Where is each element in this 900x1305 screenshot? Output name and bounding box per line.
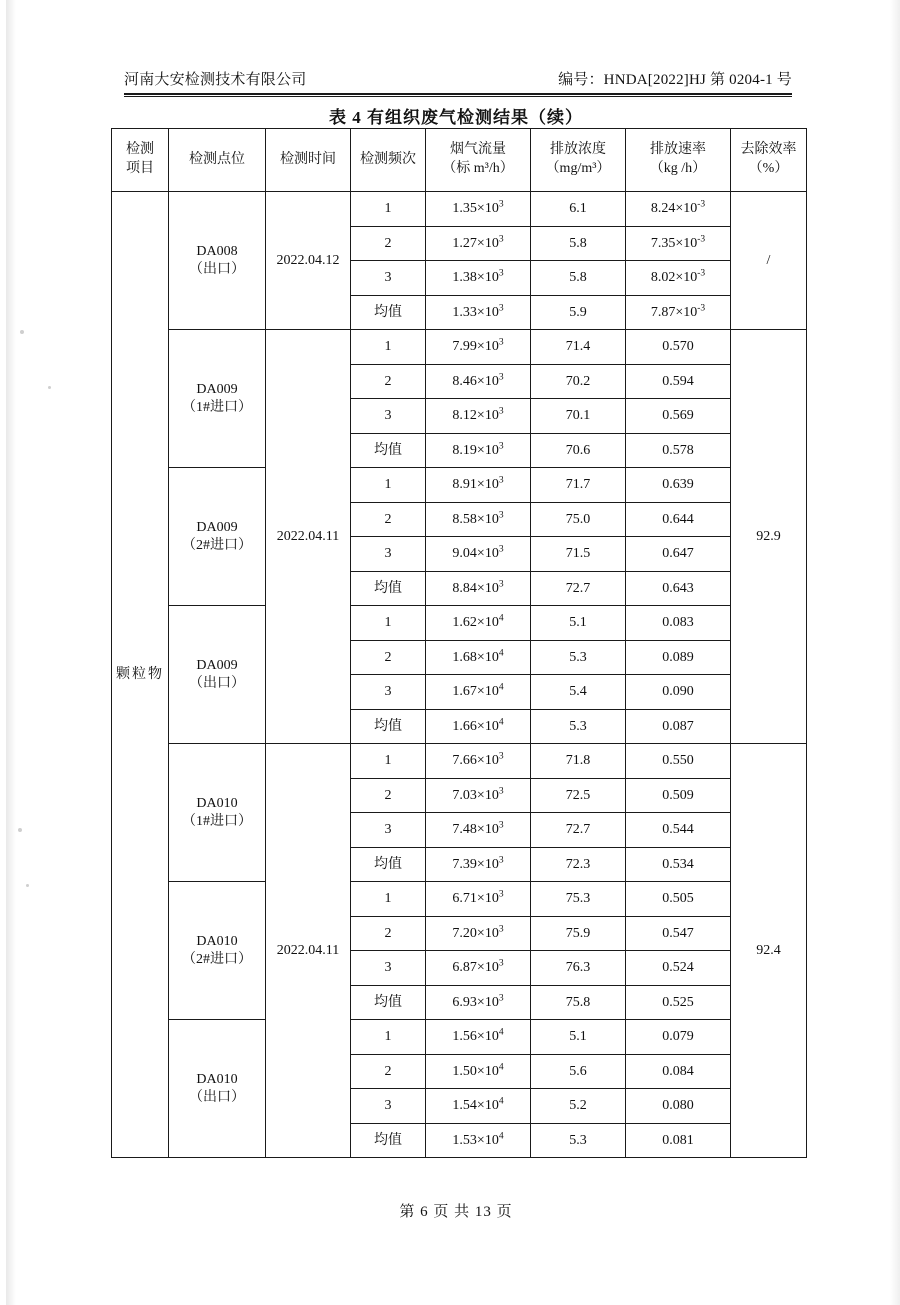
cell-rate: 0.550 — [626, 744, 731, 779]
cell-frequency: 2 — [351, 778, 426, 813]
report-number: 编号：HNDA[2022]HJ 第 0204-1 号 — [558, 72, 792, 88]
cell-frequency: 均值 — [351, 433, 426, 468]
table-row — [112, 744, 807, 779]
cell-concentration: 72.7 — [531, 813, 626, 848]
cell-efficiency: 92.4 — [731, 744, 807, 1158]
cell-rate: 0.090 — [626, 675, 731, 710]
cell-point — [169, 606, 266, 744]
cell-flow: $6.71\times 10^3$ — [426, 882, 531, 917]
cell-frequency: 2 — [351, 916, 426, 951]
point-location: （1#进口） — [182, 399, 252, 415]
table-row — [112, 192, 807, 227]
col-header-rate-line2: （kg /h） — [649, 161, 707, 176]
cell-concentration: 5.1 — [531, 1020, 626, 1055]
cell-concentration: 5.8 — [531, 261, 626, 296]
cell-rate: 0.643 — [626, 571, 731, 606]
cell-flow: $9.04\times 10^3$ — [426, 537, 531, 572]
cell-flow: $1.56\times 10^4$ — [426, 1020, 531, 1055]
page-edge-shadow-left — [6, 0, 16, 1305]
cell-concentration: 71.5 — [531, 537, 626, 572]
cell-rate: $7.87\times 10^{-3}$ — [626, 295, 731, 330]
cell-rate: 0.083 — [626, 606, 731, 641]
cell-flow: $8.19\times 10^3$ — [426, 433, 531, 468]
point-code: DA009 — [196, 658, 238, 673]
cell-concentration: 5.3 — [531, 640, 626, 675]
cell-flow: $1.67\times 10^4$ — [426, 675, 531, 710]
cell-flow: $7.48\times 10^3$ — [426, 813, 531, 848]
header-divider — [124, 93, 792, 95]
cell-flow: $7.66\times 10^3$ — [426, 744, 531, 779]
cell-point — [169, 882, 266, 1020]
cell-rate: 0.079 — [626, 1020, 731, 1055]
cell-concentration: 72.7 — [531, 571, 626, 606]
cell-rate: 0.081 — [626, 1123, 731, 1158]
point-location: （出口） — [189, 261, 245, 277]
cell-concentration: 71.7 — [531, 468, 626, 503]
cell-concentration: 5.8 — [531, 226, 626, 261]
cell-flow: $8.46\times 10^3$ — [426, 364, 531, 399]
cell-point — [169, 192, 266, 330]
cell-flow: $8.58\times 10^3$ — [426, 502, 531, 537]
cell-date: 2022.04.12 — [266, 192, 351, 330]
col-header-rate — [626, 129, 731, 192]
col-header-item — [112, 129, 169, 192]
cell-frequency: 2 — [351, 1054, 426, 1089]
col-header-flow-line1: 烟气流量 — [450, 142, 506, 158]
point-location: （2#进口） — [182, 951, 252, 967]
cell-concentration: 75.3 — [531, 882, 626, 917]
cell-concentration: 75.8 — [531, 985, 626, 1020]
point-code: DA010 — [196, 1072, 238, 1087]
cell-rate: 0.089 — [626, 640, 731, 675]
cell-concentration: 5.1 — [531, 606, 626, 641]
cell-concentration: 71.4 — [531, 330, 626, 365]
cell-flow: $1.33\times 10^3$ — [426, 295, 531, 330]
cell-flow: $8.84\times 10^3$ — [426, 571, 531, 606]
cell-point — [169, 744, 266, 882]
cell-flow: $6.87\times 10^3$ — [426, 951, 531, 986]
cell-frequency: 1 — [351, 744, 426, 779]
cell-date: 2022.04.11 — [266, 744, 351, 1158]
table-row — [112, 468, 807, 503]
scan-speck — [48, 386, 51, 389]
cell-date: 2022.04.11 — [266, 330, 351, 744]
cell-frequency: 均值 — [351, 1123, 426, 1158]
cell-frequency: 3 — [351, 951, 426, 986]
cell-rate: 0.544 — [626, 813, 731, 848]
cell-frequency: 均值 — [351, 985, 426, 1020]
col-header-concentration-line2: （mg/m³） — [545, 161, 611, 176]
cell-frequency: 均值 — [351, 571, 426, 606]
table-row — [112, 330, 807, 365]
cell-frequency: 1 — [351, 606, 426, 641]
emission-results-table — [111, 128, 807, 1158]
point-location: （2#进口） — [182, 537, 252, 553]
cell-rate: 0.509 — [626, 778, 731, 813]
cell-frequency: 3 — [351, 399, 426, 434]
cell-concentration: 5.2 — [531, 1089, 626, 1124]
cell-flow: $1.62\times 10^4$ — [426, 606, 531, 641]
col-header-rate-line1: 排放速率 — [650, 142, 706, 158]
cell-flow: $6.93\times 10^3$ — [426, 985, 531, 1020]
col-header-flow-line2: （标 m³/h） — [442, 161, 514, 176]
col-header-time: 检测时间 — [266, 129, 351, 192]
col-header-item-line2: 项目 — [126, 161, 154, 176]
cell-frequency: 均值 — [351, 847, 426, 882]
cell-efficiency: / — [731, 192, 807, 330]
point-location: （出口） — [189, 1089, 245, 1105]
cell-concentration: 5.3 — [531, 709, 626, 744]
cell-flow: $1.54\times 10^4$ — [426, 1089, 531, 1124]
cell-rate: $8.24\times 10^{-3}$ — [626, 192, 731, 227]
cell-frequency: 2 — [351, 364, 426, 399]
cell-rate: $7.35\times 10^{-3}$ — [626, 226, 731, 261]
col-header-point: 检测点位 — [169, 129, 266, 192]
cell-flow: $7.99\times 10^3$ — [426, 330, 531, 365]
cell-frequency: 2 — [351, 226, 426, 261]
cell-rate: 0.505 — [626, 882, 731, 917]
cell-flow: $1.68\times 10^4$ — [426, 640, 531, 675]
col-header-flow — [426, 129, 531, 192]
scan-speck — [26, 884, 29, 887]
cell-concentration: 5.9 — [531, 295, 626, 330]
cell-frequency: 2 — [351, 640, 426, 675]
cell-frequency: 3 — [351, 261, 426, 296]
cell-rate: 0.084 — [626, 1054, 731, 1089]
page-footer: 第 6 页 共 13 页 — [399, 1204, 513, 1220]
cell-frequency: 3 — [351, 813, 426, 848]
point-code: DA009 — [196, 382, 238, 397]
cell-frequency: 1 — [351, 882, 426, 917]
cell-frequency: 2 — [351, 502, 426, 537]
col-header-efficiency — [731, 129, 807, 192]
cell-point — [169, 1020, 266, 1158]
point-location: （出口） — [189, 675, 245, 691]
cell-rate: 0.547 — [626, 916, 731, 951]
point-code: DA009 — [196, 520, 238, 535]
cell-flow: $1.27\times 10^3$ — [426, 226, 531, 261]
cell-frequency: 1 — [351, 330, 426, 365]
page-header — [124, 68, 792, 89]
cell-frequency: 1 — [351, 1020, 426, 1055]
cell-flow: $1.66\times 10^4$ — [426, 709, 531, 744]
cell-concentration: 71.8 — [531, 744, 626, 779]
cell-frequency: 1 — [351, 468, 426, 503]
table-body — [112, 192, 807, 1158]
cell-frequency: 均值 — [351, 295, 426, 330]
cell-flow: $1.38\times 10^3$ — [426, 261, 531, 296]
cell-rate: 0.087 — [626, 709, 731, 744]
cell-rate: 0.569 — [626, 399, 731, 434]
cell-concentration: 5.3 — [531, 1123, 626, 1158]
col-header-concentration-line1: 排放浓度 — [550, 142, 606, 158]
cell-frequency: 3 — [351, 675, 426, 710]
cell-frequency: 3 — [351, 1089, 426, 1124]
point-code: DA010 — [196, 934, 238, 949]
cell-rate: 0.080 — [626, 1089, 731, 1124]
cell-concentration: 72.3 — [531, 847, 626, 882]
cell-flow: $8.12\times 10^3$ — [426, 399, 531, 434]
cell-flow: $1.50\times 10^4$ — [426, 1054, 531, 1089]
cell-point — [169, 468, 266, 606]
point-code: DA010 — [196, 796, 238, 811]
cell-frequency: 3 — [351, 537, 426, 572]
cell-efficiency: 92.9 — [731, 330, 807, 744]
table-row — [112, 882, 807, 917]
page-edge-shadow-right — [890, 0, 900, 1305]
cell-rate: 0.594 — [626, 364, 731, 399]
cell-frequency: 均值 — [351, 709, 426, 744]
cell-flow: $1.53\times 10^4$ — [426, 1123, 531, 1158]
scan-speck — [18, 828, 22, 832]
cell-concentration: 75.0 — [531, 502, 626, 537]
cell-flow: $1.35\times 10^3$ — [426, 192, 531, 227]
cell-rate: 0.578 — [626, 433, 731, 468]
cell-concentration: 75.9 — [531, 916, 626, 951]
cell-rate: 0.639 — [626, 468, 731, 503]
scan-speck — [20, 330, 24, 334]
cell-concentration: 70.1 — [531, 399, 626, 434]
table-title: 表 4 有组织废气检测结果（续） — [329, 108, 583, 127]
cell-rate: 0.525 — [626, 985, 731, 1020]
cell-concentration: 6.1 — [531, 192, 626, 227]
table-row — [112, 1020, 807, 1055]
col-header-efficiency-line2: （%） — [748, 161, 789, 176]
cell-concentration: 5.6 — [531, 1054, 626, 1089]
cell-flow: $7.03\times 10^3$ — [426, 778, 531, 813]
col-header-item-line1: 检测 — [126, 142, 154, 158]
cell-rate: 0.524 — [626, 951, 731, 986]
table-header-row — [112, 129, 807, 192]
company-name: 河南大安检测技术有限公司 — [124, 72, 307, 88]
cell-concentration: 76.3 — [531, 951, 626, 986]
col-header-efficiency-line1: 去除效率 — [740, 142, 797, 158]
cell-frequency: 1 — [351, 192, 426, 227]
cell-flow: $8.91\times 10^3$ — [426, 468, 531, 503]
cell-flow: $7.20\times 10^3$ — [426, 916, 531, 951]
cell-flow: $7.39\times 10^3$ — [426, 847, 531, 882]
point-code: DA008 — [196, 244, 238, 259]
col-header-concentration — [531, 129, 626, 192]
cell-rate: 0.534 — [626, 847, 731, 882]
cell-rate: $8.02\times 10^{-3}$ — [626, 261, 731, 296]
point-location: （1#进口） — [182, 813, 252, 829]
cell-rate: 0.647 — [626, 537, 731, 572]
table-row — [112, 606, 807, 641]
cell-rate: 0.570 — [626, 330, 731, 365]
cell-rate: 0.644 — [626, 502, 731, 537]
col-header-frequency: 检测频次 — [351, 129, 426, 192]
cell-concentration: 5.4 — [531, 675, 626, 710]
cell-concentration: 70.2 — [531, 364, 626, 399]
cell-concentration: 70.6 — [531, 433, 626, 468]
cell-concentration: 72.5 — [531, 778, 626, 813]
cell-item: 颗粒物 — [112, 192, 169, 1158]
cell-point — [169, 330, 266, 468]
